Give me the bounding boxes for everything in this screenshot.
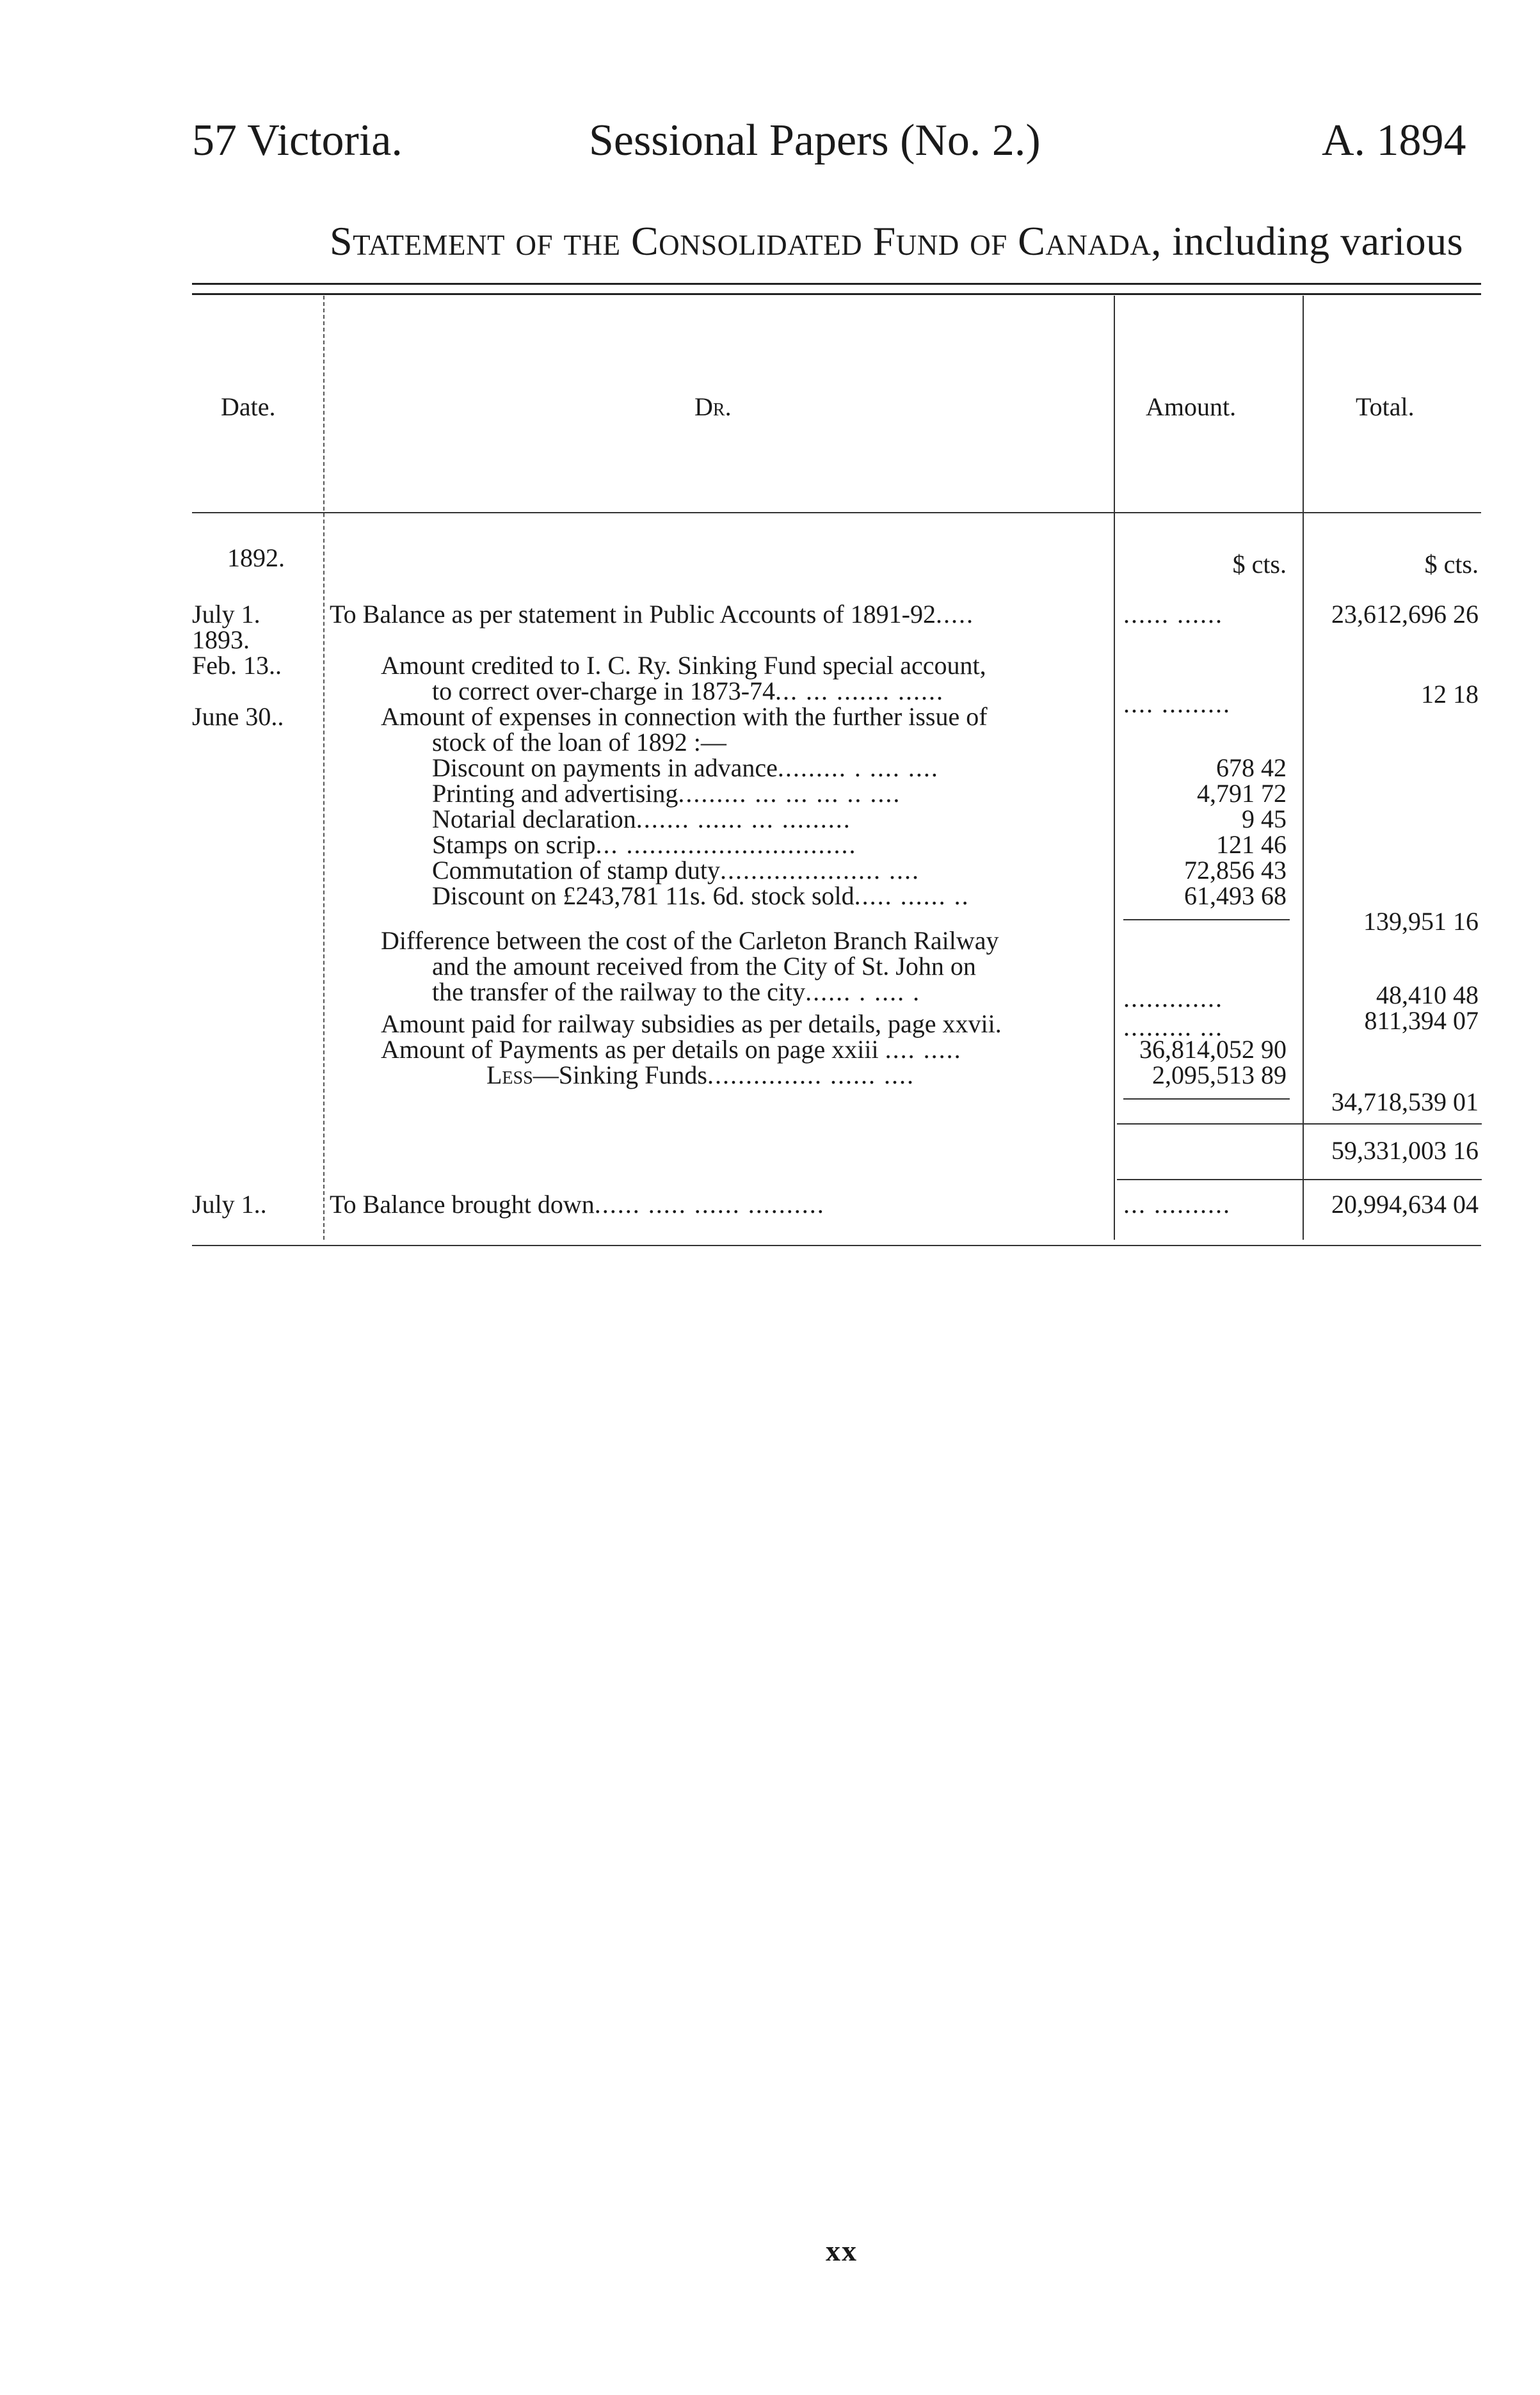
divider-amount [1114,296,1115,1240]
divider-total [1303,296,1304,1240]
row6-text: Amount of Payments as per details on page xxiii .... ..... [381,1035,962,1064]
row1-date: July 1. [192,600,261,629]
item6-amount: 61,493 68 [1184,881,1287,910]
item4-amount: 121 46 [1216,830,1287,859]
top-rule-1 [192,283,1481,285]
item2-amount: 4,791 72 [1197,779,1287,808]
item1-amount: 678 42 [1216,753,1287,782]
item4-label: Stamps on scrip... .............................. [432,830,857,859]
row4-total: 48,410 48 [1376,981,1479,1009]
header-left: 57 Victoria. [192,116,403,165]
row8-date: July 1.. [192,1190,267,1219]
title-part2: including various [1161,218,1464,264]
header-right: A. 1894 [1322,116,1466,165]
row8-text: To Balance brought down...... ..... ...... .......... [330,1190,825,1219]
item5-amount: 72,856 43 [1184,856,1287,885]
row7-amount: 2,095,513 89 [1152,1061,1287,1089]
grand-total: 59,331,003 16 [1331,1136,1479,1165]
header-center: Sessional Papers (No. 2.) [589,116,1041,165]
row1-text: To Balance as per statement in Public Accounts of 1891-92..... [330,600,974,629]
item3-amount: 9 45 [1242,805,1287,833]
year-1893: 1893. [192,625,250,654]
row3-total: 139,951 16 [1363,907,1479,936]
title-part1: Statement of the Consolidated Fund of Canada, [330,218,1162,264]
grand-total-rule-top [1117,1123,1482,1125]
total-units: $ cts. [1424,550,1479,579]
divider-date [323,296,325,1240]
row4-text2: and the amount received from the City of St. John on [432,952,976,981]
bottom-rule [192,1245,1481,1246]
row4-amount-leader: ............. [1123,984,1223,1013]
subtotal-rule-1 [1123,919,1290,920]
col-dr-header: Dr. [694,392,732,421]
amount-units: $ cts. [1232,550,1287,579]
top-rule-2 [192,293,1481,295]
row1-total: 23,612,696 26 [1331,600,1479,629]
row5-total: 811,394 07 [1364,1006,1479,1035]
item3-label: Notarial declaration....... ...... ... ......... [432,805,851,833]
subtotal-rule-2 [1123,1098,1290,1100]
row4-text1: Difference between the cost of the Carleton Branch Railway [381,926,999,955]
row4-text3: the transfer of the railway to the city...... . .... . [432,977,921,1006]
row3-date: June 30.. [192,702,284,731]
row5-text: Amount paid for railway subsidies as per details, page xxvii. [381,1009,1002,1038]
row2-amount-leader: .... ......... [1123,689,1231,718]
item5-label: Commutation of stamp duty..................... .... [432,856,920,885]
row2-total: 12 18 [1421,680,1479,709]
col-date-header: Date. [221,392,276,421]
page-title [330,218,1463,265]
row2-text1: Amount credited to I. C. Ry. Sinking Fund special account, [381,651,986,680]
year-1892: 1892. [227,543,285,572]
item6-label: Discount on £243,781 11s. 6d. stock sold..... ...... .. [432,881,970,910]
row2-text2: to correct over-charge in 1873-74... ... ....... ...... [432,677,945,705]
col-total-header: Total. [1356,392,1415,421]
item2-label: Printing and advertising......... ... ... ... .. .... [432,779,901,808]
row7-label: Less—Sinking Funds............... ...... .... [486,1061,915,1089]
row8-amount-leader: ... .......... [1123,1190,1231,1219]
row8-total: 20,994,634 04 [1331,1190,1479,1219]
row5-amount-leader: ......... ... [1123,1013,1223,1041]
page-number: xx [826,2234,858,2267]
grand-total-rule-bottom [1117,1179,1482,1180]
row3-text2: stock of the loan of 1892 :— [432,728,726,757]
col-amount-header: Amount. [1146,392,1237,421]
row1-amount-leader: ...... ...... [1123,600,1223,629]
row3-text1: Amount of expenses in connection with the further issue of [381,702,988,731]
item1-label: Discount on payments in advance......... . .... .... [432,753,939,782]
row2-date: Feb. 13.. [192,651,282,680]
row6-amount: 36,814,052 90 [1139,1035,1287,1064]
header-separator [192,512,1481,513]
row7-total: 34,718,539 01 [1331,1087,1479,1116]
